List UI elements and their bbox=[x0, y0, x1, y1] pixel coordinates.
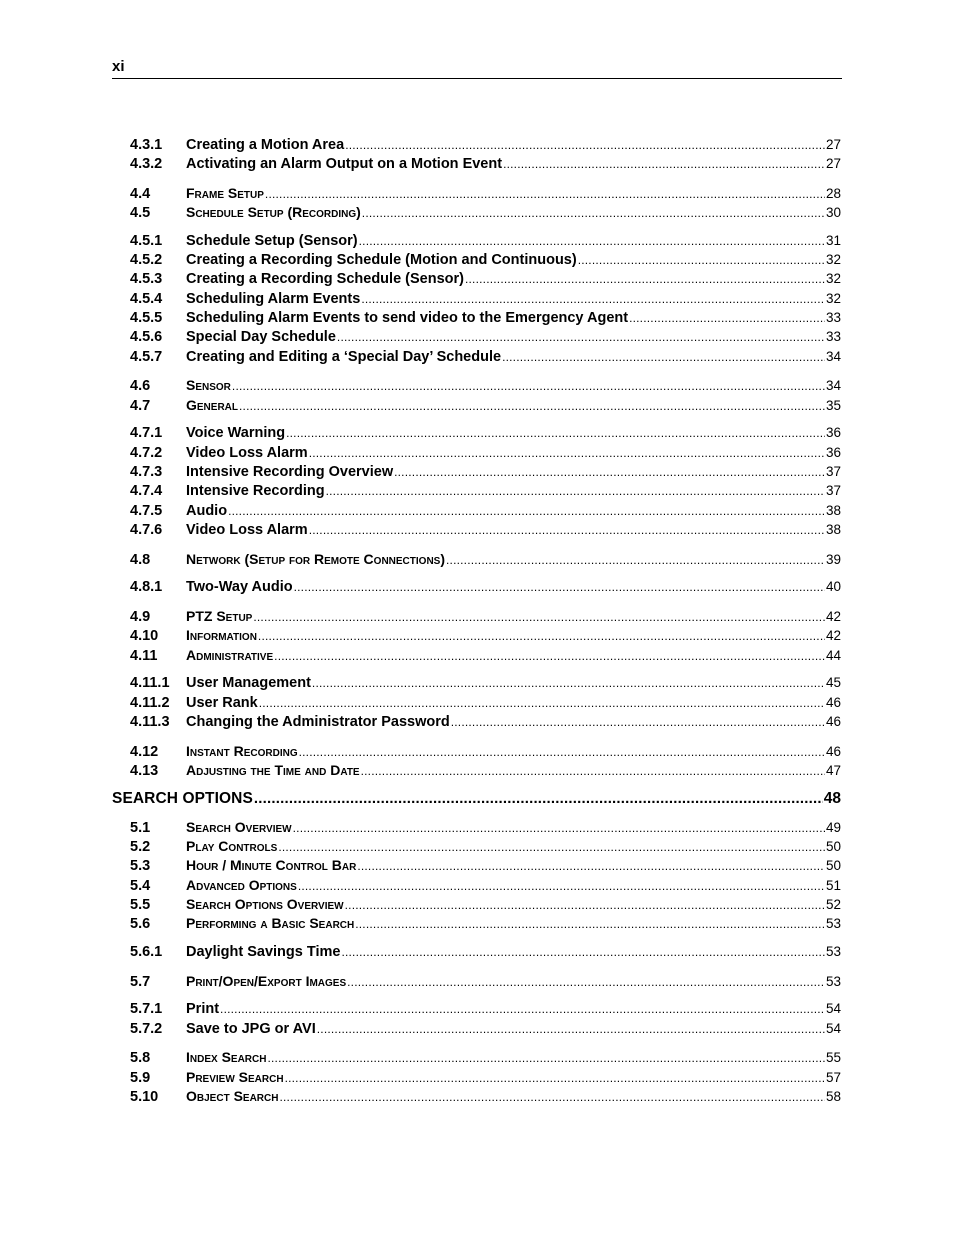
dot-leader bbox=[578, 253, 825, 267]
toc-entry-number: 4.3.1 bbox=[130, 137, 163, 153]
toc-entry[interactable] bbox=[130, 838, 841, 857]
toc-entry[interactable] bbox=[130, 397, 841, 416]
toc-entry[interactable] bbox=[130, 675, 841, 694]
toc-entry-page: 32 bbox=[825, 271, 841, 286]
toc-entry-page: 32 bbox=[825, 252, 841, 267]
toc-entry-number: 4.5.7 bbox=[130, 349, 163, 365]
dot-leader bbox=[239, 399, 825, 413]
dot-leader bbox=[503, 157, 825, 171]
toc-entry-number: 4.7.3 bbox=[130, 464, 163, 480]
dot-leader bbox=[294, 580, 825, 594]
toc-entry-number: 4.12 bbox=[130, 744, 159, 760]
toc-entry[interactable] bbox=[130, 156, 841, 175]
dot-leader bbox=[274, 649, 825, 663]
toc-entry-title: Performing a Basic Search bbox=[186, 915, 355, 931]
dot-leader bbox=[293, 821, 825, 835]
toc-entry-title: Creating a Motion Area bbox=[186, 137, 345, 153]
toc-entry-page: 52 bbox=[825, 897, 841, 912]
dot-leader bbox=[357, 859, 825, 873]
toc-entry-title: User Management bbox=[186, 675, 311, 691]
toc-entry-title: Schedule Setup (Sensor) bbox=[186, 233, 358, 249]
toc-entry-page: 46 bbox=[825, 744, 841, 759]
toc-entry[interactable] bbox=[130, 857, 841, 876]
dot-leader bbox=[347, 975, 825, 989]
toc-entry-number: 5.1 bbox=[130, 820, 151, 836]
toc-entry[interactable] bbox=[130, 445, 841, 464]
dot-leader bbox=[451, 715, 825, 729]
toc-entry-number: 4.4 bbox=[130, 186, 151, 202]
toc-entry-number: 4.7.5 bbox=[130, 503, 163, 519]
toc-entry-page: 42 bbox=[825, 628, 841, 643]
toc-entry-number: 4.8.1 bbox=[130, 579, 163, 595]
toc-entry-title: Index Search bbox=[186, 1049, 267, 1065]
toc-entry[interactable] bbox=[130, 1021, 841, 1040]
toc-entry-title: Scheduling Alarm Events to send video to the Emergency Agent bbox=[186, 310, 629, 326]
header-rule bbox=[112, 78, 842, 79]
toc-entry[interactable] bbox=[130, 329, 841, 348]
dot-leader bbox=[228, 504, 825, 518]
toc-entry-page: 38 bbox=[825, 522, 841, 537]
dot-leader bbox=[312, 676, 825, 690]
toc-entry-title: Special Day Schedule bbox=[186, 329, 336, 345]
dot-leader bbox=[279, 1090, 825, 1104]
toc-entry-title: Advanced Options bbox=[186, 877, 297, 893]
toc-entry-title: Save to JPG or AVI bbox=[186, 1021, 316, 1037]
dot-leader bbox=[278, 840, 825, 854]
toc-entry-number: 5.4 bbox=[130, 878, 151, 894]
toc-entry[interactable] bbox=[130, 714, 841, 733]
toc-entry[interactable] bbox=[130, 579, 841, 598]
toc-entry[interactable] bbox=[130, 944, 841, 963]
dot-leader bbox=[361, 764, 825, 778]
toc-entry[interactable] bbox=[130, 204, 841, 223]
toc-entry-page: 40 bbox=[825, 579, 841, 594]
toc-entry[interactable] bbox=[130, 743, 841, 762]
toc-entry-title: Voice Warning bbox=[186, 425, 286, 441]
toc-entry-page: 47 bbox=[825, 763, 841, 778]
toc-entry-number: 4.9 bbox=[130, 609, 151, 625]
toc-entry-page: 42 bbox=[825, 609, 841, 624]
toc-entry-title: Scheduling Alarm Events bbox=[186, 291, 361, 307]
toc-entry[interactable] bbox=[130, 915, 841, 934]
dot-leader bbox=[345, 898, 825, 912]
toc-entry-title: Information bbox=[186, 627, 257, 643]
toc-entry-page: 53 bbox=[825, 916, 841, 931]
toc-entry-number: 5.3 bbox=[130, 858, 151, 874]
toc-entry-title: Hour / Minute Control Bar bbox=[186, 857, 357, 873]
dot-leader bbox=[267, 1051, 825, 1065]
toc-entry-number: 4.5.1 bbox=[130, 233, 163, 249]
dot-leader bbox=[465, 272, 825, 286]
toc-entry[interactable] bbox=[130, 973, 841, 992]
dot-leader bbox=[394, 465, 825, 479]
toc-entry[interactable] bbox=[130, 695, 841, 714]
toc-entry-page: 53 bbox=[825, 974, 841, 989]
toc-entry-title: Play Controls bbox=[186, 838, 278, 854]
toc-entry-page: 37 bbox=[825, 483, 841, 498]
toc-entry-title: Video Loss Alarm bbox=[186, 445, 308, 461]
toc-entry-number: 5.9 bbox=[130, 1070, 151, 1086]
toc-entry[interactable] bbox=[130, 1088, 841, 1107]
toc-entry-page: 55 bbox=[825, 1050, 841, 1065]
toc-entry-number: 4.7.1 bbox=[130, 425, 163, 441]
dot-leader bbox=[258, 629, 825, 643]
dot-leader bbox=[362, 206, 825, 220]
toc-entry[interactable] bbox=[130, 464, 841, 483]
toc-entry-number: 4.10 bbox=[130, 628, 159, 644]
toc-entry-page: 54 bbox=[825, 1021, 841, 1036]
toc-entry[interactable] bbox=[130, 1001, 841, 1020]
toc-entry-number: 4.11.1 bbox=[130, 675, 170, 691]
toc-entry-page: 50 bbox=[825, 839, 841, 854]
toc-entry[interactable] bbox=[130, 896, 841, 915]
toc-entry-page: 39 bbox=[825, 552, 841, 567]
toc-entry-number: 4.5.2 bbox=[130, 252, 163, 268]
toc-entry-title: Search Overview bbox=[186, 819, 292, 835]
toc-entry-page: 49 bbox=[825, 820, 841, 835]
toc-entry-page: 54 bbox=[825, 1001, 841, 1016]
toc-entry-page: 50 bbox=[825, 858, 841, 873]
toc-entry[interactable] bbox=[130, 1049, 841, 1068]
toc-entry-title: Changing the Administrator Password bbox=[186, 714, 450, 730]
dot-leader bbox=[359, 234, 825, 248]
dot-leader bbox=[299, 745, 825, 759]
toc-entry-number: 5.7.2 bbox=[130, 1021, 163, 1037]
toc-entry-number: 4.6 bbox=[130, 378, 151, 394]
toc-entry-number: 4.7 bbox=[130, 398, 151, 414]
toc-entry-title: Two-Way Audio bbox=[186, 579, 293, 595]
toc-entry-page: 34 bbox=[825, 378, 841, 393]
toc-entry-title: Video Loss Alarm bbox=[186, 522, 308, 538]
toc-entry-title: General bbox=[186, 397, 239, 413]
toc-entry[interactable] bbox=[130, 271, 841, 290]
toc-entry[interactable] bbox=[130, 627, 841, 646]
toc-entry[interactable] bbox=[130, 252, 841, 271]
toc-entry-title: Instant Recording bbox=[186, 743, 298, 759]
toc-entry-page: 27 bbox=[825, 156, 841, 171]
toc-entry[interactable] bbox=[130, 647, 841, 666]
toc-entry[interactable] bbox=[130, 349, 841, 368]
toc-entry-page: 38 bbox=[825, 503, 841, 518]
dot-leader bbox=[341, 945, 825, 959]
dot-leader bbox=[298, 879, 825, 893]
toc-entry-title: Sensor bbox=[186, 377, 231, 393]
toc-entry-page: 48 bbox=[823, 790, 841, 807]
toc-entry[interactable] bbox=[130, 425, 841, 444]
toc-entry-number: 4.13 bbox=[130, 763, 159, 779]
toc-entry-page: 32 bbox=[825, 291, 841, 306]
dot-leader bbox=[259, 696, 825, 710]
toc-entry-number: 4.5.5 bbox=[130, 310, 163, 326]
toc-entry-title: Intensive Recording Overview bbox=[186, 464, 394, 480]
toc-entry[interactable] bbox=[130, 377, 841, 396]
toc-entry-page: 27 bbox=[825, 137, 841, 152]
toc-entry-number: 4.11.2 bbox=[130, 695, 170, 711]
toc-entry-title: Creating a Recording Schedule (Motion and Continuous) bbox=[186, 252, 577, 268]
toc-entry[interactable] bbox=[130, 522, 841, 541]
toc-entry-page: 46 bbox=[825, 695, 841, 710]
toc-entry-number: 5.6.1 bbox=[130, 944, 163, 960]
toc-entry-number: 4.8 bbox=[130, 552, 151, 568]
toc-entry-title: Print/Open/Export Images bbox=[186, 973, 347, 989]
toc-entry-number: 5.6 bbox=[130, 916, 151, 932]
dot-leader bbox=[285, 1071, 825, 1085]
dot-leader bbox=[337, 330, 825, 344]
toc-entry-title: Activating an Alarm Output on a Motion Event bbox=[186, 156, 503, 172]
toc-entry[interactable] bbox=[130, 819, 841, 838]
toc-entry[interactable] bbox=[130, 185, 841, 204]
dot-leader bbox=[355, 917, 825, 931]
toc-entry-page: 58 bbox=[825, 1089, 841, 1104]
toc-entry[interactable] bbox=[130, 483, 841, 502]
toc-entry-number: 4.5.6 bbox=[130, 329, 163, 345]
toc-entry-title: Network (Setup for Remote Connections) bbox=[186, 551, 445, 567]
toc-entry-title: User Rank bbox=[186, 695, 258, 711]
toc-entry-title: Daylight Savings Time bbox=[186, 944, 341, 960]
toc-entry-number: 4.5.4 bbox=[130, 291, 163, 307]
toc-entry[interactable] bbox=[130, 762, 841, 781]
toc-entry-number: 4.7.6 bbox=[130, 522, 163, 538]
toc-entry-title: Adjusting the Time and Date bbox=[186, 762, 360, 778]
dot-leader bbox=[254, 790, 823, 807]
dot-leader bbox=[317, 1022, 825, 1036]
toc-entry-page: 31 bbox=[825, 233, 841, 248]
toc-entry-number: 4.5 bbox=[130, 205, 151, 221]
toc-entry-number: 4.3.2 bbox=[130, 156, 163, 172]
toc-entry-number: 4.5.3 bbox=[130, 271, 163, 287]
toc-entry[interactable] bbox=[130, 1069, 841, 1088]
dot-leader bbox=[326, 484, 825, 498]
toc-entry[interactable] bbox=[130, 503, 841, 522]
toc-entry-page: 30 bbox=[825, 205, 841, 220]
toc-entry-page: 33 bbox=[825, 310, 841, 325]
toc-entry-page: 53 bbox=[825, 944, 841, 959]
toc-chapter-entry[interactable] bbox=[112, 790, 841, 809]
toc-entry-number: 5.8 bbox=[130, 1050, 151, 1066]
toc-entry[interactable] bbox=[130, 877, 841, 896]
toc-entry[interactable] bbox=[130, 310, 841, 329]
page-header-label: xi bbox=[112, 58, 125, 75]
toc-entry-page: 33 bbox=[825, 329, 841, 344]
toc-entry-title: Intensive Recording bbox=[186, 483, 325, 499]
dot-leader bbox=[309, 446, 825, 460]
toc-entry-title: Frame Setup bbox=[186, 185, 264, 201]
toc-entry-page: 35 bbox=[825, 398, 841, 413]
toc-entry-title: Search Options Overview bbox=[186, 896, 344, 912]
dot-leader bbox=[232, 379, 825, 393]
toc-entry-title: Schedule Setup (Recording) bbox=[186, 204, 361, 220]
dot-leader bbox=[629, 311, 825, 325]
toc-entry-title: Creating a Recording Schedule (Sensor) bbox=[186, 271, 464, 287]
toc-entry-title: Administrative bbox=[186, 647, 274, 663]
toc-entry-title: Print bbox=[186, 1001, 220, 1017]
dot-leader bbox=[502, 350, 825, 364]
toc-entry-page: 28 bbox=[825, 186, 841, 201]
toc-entry-title: PTZ Setup bbox=[186, 608, 253, 624]
toc-entry-number: 5.7 bbox=[130, 974, 151, 990]
dot-leader bbox=[309, 523, 825, 537]
toc-entry-number: 5.5 bbox=[130, 897, 151, 913]
toc-entry[interactable] bbox=[130, 291, 841, 310]
toc-entry-page: 36 bbox=[825, 445, 841, 460]
toc-entry-page: 45 bbox=[825, 675, 841, 690]
toc-entry-page: 36 bbox=[825, 425, 841, 440]
toc-entry-title: Preview Search bbox=[186, 1069, 284, 1085]
toc-entry[interactable] bbox=[130, 137, 841, 156]
toc-entry-number: 4.7.4 bbox=[130, 483, 163, 499]
toc-entry-number: 4.11.3 bbox=[130, 714, 170, 730]
dot-leader bbox=[361, 292, 825, 306]
toc-entry[interactable] bbox=[130, 608, 841, 627]
toc-entry-page: 34 bbox=[825, 349, 841, 364]
dot-leader bbox=[286, 426, 825, 440]
toc-entry-title: Creating and Editing a ‘Special Day’ Schedule bbox=[186, 349, 502, 365]
dot-leader bbox=[345, 138, 825, 152]
toc-entry-page: 46 bbox=[825, 714, 841, 729]
toc-entry-number: 5.2 bbox=[130, 839, 151, 855]
toc-entry[interactable] bbox=[130, 233, 841, 252]
toc-entry-number: 5.10 bbox=[130, 1089, 159, 1105]
toc-entry[interactable] bbox=[130, 551, 841, 570]
dot-leader bbox=[220, 1002, 825, 1016]
toc-entry-page: 57 bbox=[825, 1070, 841, 1085]
toc-entry-number: 4.7.2 bbox=[130, 445, 163, 461]
toc-entry-number: 5.7.1 bbox=[130, 1001, 163, 1017]
dot-leader bbox=[446, 553, 825, 567]
toc-entry-title: SEARCH OPTIONS bbox=[112, 790, 253, 807]
toc-entry-page: 44 bbox=[825, 648, 841, 663]
toc-entry-page: 51 bbox=[825, 878, 841, 893]
dot-leader bbox=[265, 187, 825, 201]
toc-entry-page: 37 bbox=[825, 464, 841, 479]
dot-leader bbox=[253, 610, 825, 624]
toc-entry-title: Audio bbox=[186, 503, 228, 519]
toc-entry-title: Object Search bbox=[186, 1088, 279, 1104]
toc-entry-number: 4.11 bbox=[130, 648, 158, 664]
